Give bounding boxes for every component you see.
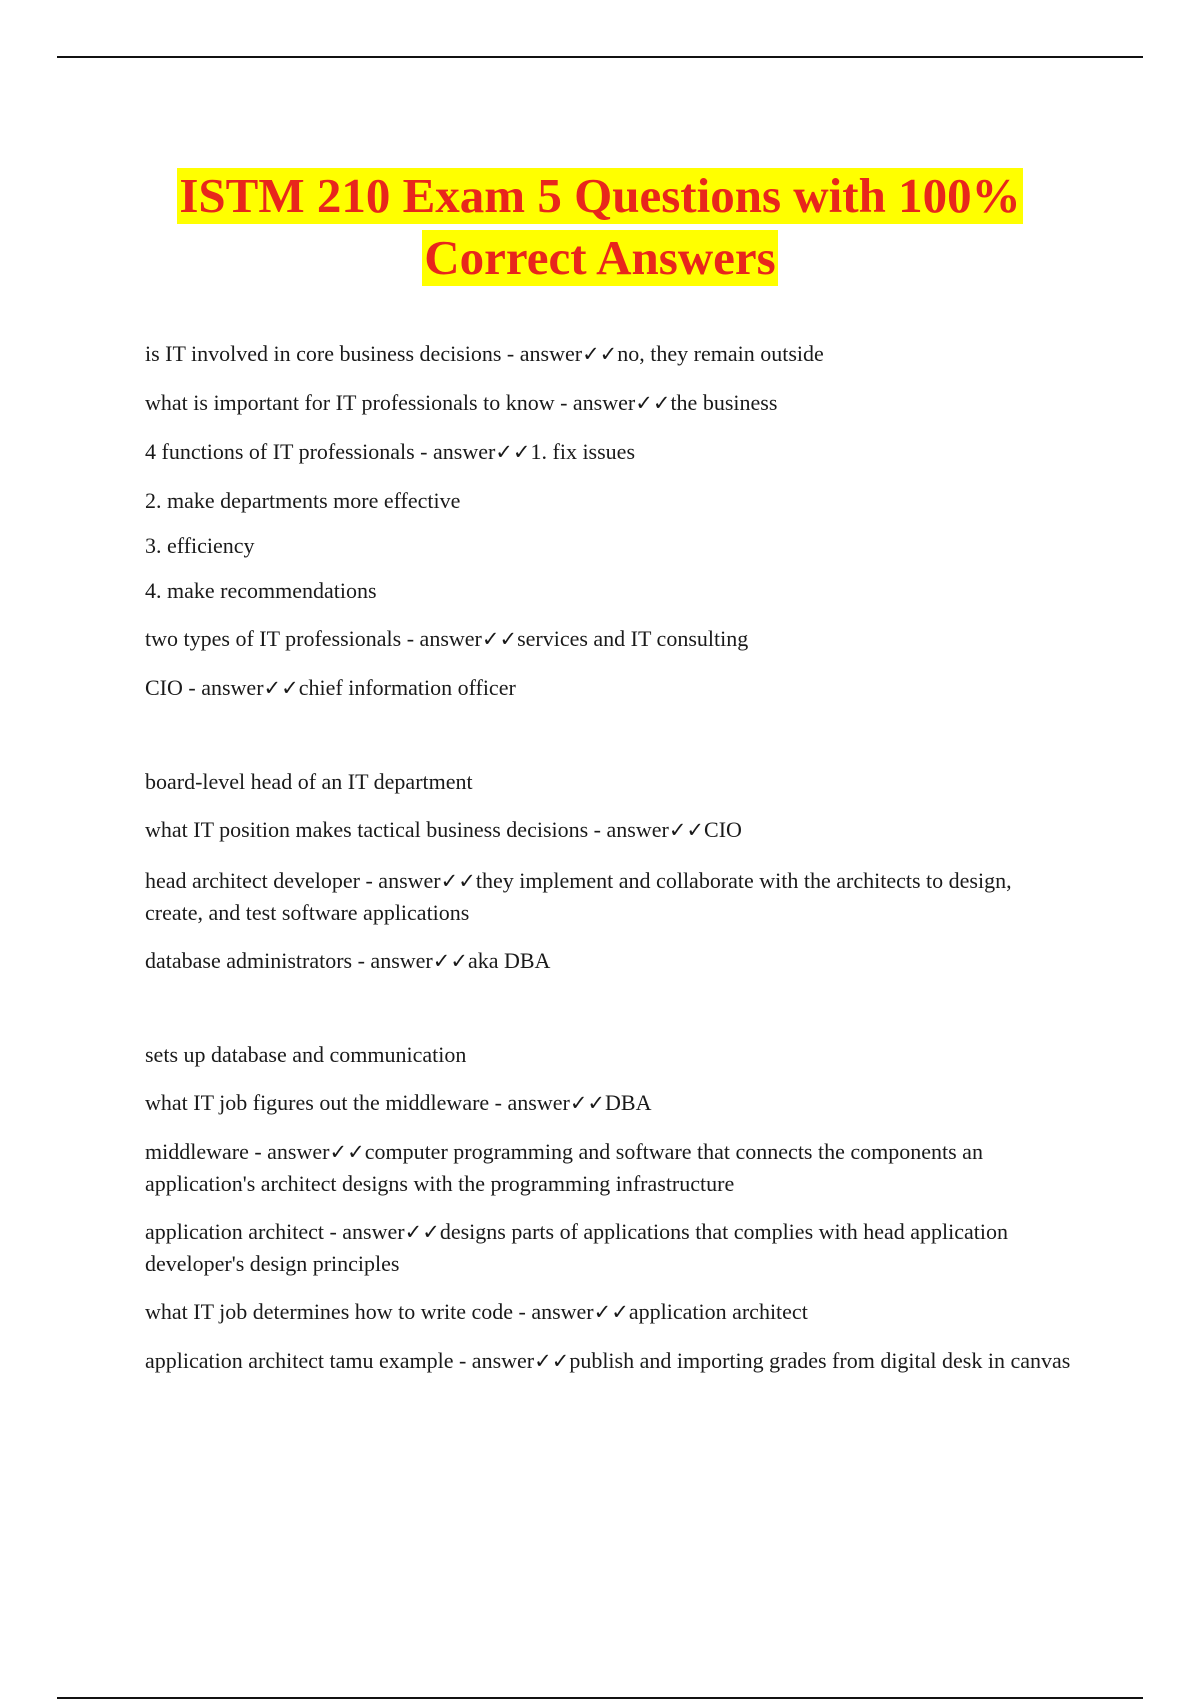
qa-item-7 (145, 623, 1075, 655)
checkmark-icon: ✓✓ (481, 627, 518, 651)
question-text: what is important for IT professionals to know - answer (145, 390, 636, 415)
checkmark-icon: ✓✓ (432, 949, 468, 973)
list-line: 4. make recommendations (145, 578, 377, 603)
qa-item-17 (145, 1296, 1075, 1328)
checkmark-icon: ✓✓ (263, 676, 299, 700)
qa-item-12 (145, 945, 1075, 977)
question-text: what IT position makes tactical business decisions - answer (145, 817, 669, 842)
checkmark-icon: ✓✓ (593, 1300, 629, 1324)
question-text: database administrators - answer (145, 948, 433, 973)
question-text: is IT involved in core business decisions - answer (145, 341, 583, 366)
title-line-1: ISTM 210 Exam 5 Questions with 100% (179, 168, 1021, 223)
question-text: head architect developer - answer (145, 868, 441, 893)
qa-list (145, 338, 1075, 1377)
question-text: 4 functions of IT professionals - answer (145, 439, 496, 464)
qa-item-16 (145, 1216, 1075, 1279)
checkmark-icon: ✓✓ (582, 342, 618, 366)
question-text: two types of IT professionals - answer (145, 626, 482, 651)
qa-item-3 (145, 436, 1075, 468)
question-text: middleware - answer (145, 1139, 330, 1164)
checkmark-icon: ✓✓ (329, 1140, 365, 1164)
top-rule (57, 56, 1143, 58)
list-line: board-level head of an IT department (145, 769, 473, 794)
answer-text: they implement and collaborate with the architects to design, create, and test software applications (145, 868, 1012, 925)
bottom-rule (57, 1697, 1143, 1699)
checkmark-icon: ✓✓ (635, 391, 671, 415)
qa-item-1 (145, 338, 1075, 370)
answer-text: no, they remain outside (617, 341, 824, 366)
checkmark-icon: ✓✓ (495, 440, 531, 464)
answer-text: DBA (605, 1090, 652, 1115)
question-text: application architect - answer (145, 1219, 405, 1244)
document-title (0, 168, 1200, 286)
answer-text: CIO (704, 817, 742, 842)
answer-text: application architect (628, 1299, 808, 1324)
qa-item-18 (145, 1345, 1075, 1377)
qa-item-15 (145, 1136, 1075, 1199)
answer-text: the business (670, 390, 778, 415)
list-line: 3. efficiency (145, 533, 255, 558)
question-text: what IT job figures out the middleware - answer (145, 1090, 570, 1115)
answer-text: computer programming and software that connects the components an application's architect designs with the programming infrastructure (145, 1139, 983, 1196)
question-text: CIO - answer (145, 675, 264, 700)
checkmark-icon: ✓✓ (569, 1091, 606, 1115)
list-line: 2. make departments more effective (145, 488, 461, 513)
answer-text: 1. fix issues (530, 439, 635, 464)
answer-text: services and IT consulting (517, 626, 749, 651)
qa-item-11 (145, 865, 1075, 928)
qa-item-8 (145, 672, 1075, 704)
checkmark-icon: ✓✓ (534, 1349, 570, 1373)
answer-text: publish and importing grades from digital desk in canvas (569, 1348, 1071, 1373)
list-line: sets up database and communication (145, 1042, 467, 1067)
answer-text: chief information officer (298, 675, 516, 700)
answer-text: aka DBA (467, 948, 551, 973)
question-text: application architect tamu example - answer (145, 1348, 535, 1373)
answer-text: designs parts of applications that complies with head application developer's design principles (145, 1219, 1009, 1276)
qa-item-10 (145, 814, 1075, 846)
qa-item-2 (145, 387, 1075, 419)
checkmark-icon: ✓✓ (404, 1220, 440, 1244)
question-text: what IT job determines how to write code - answer (145, 1299, 594, 1324)
qa-item-14 (145, 1087, 1075, 1119)
checkmark-icon: ✓✓ (668, 818, 705, 842)
title-line-2: Correct Answers (424, 230, 776, 285)
checkmark-icon: ✓✓ (440, 869, 476, 893)
